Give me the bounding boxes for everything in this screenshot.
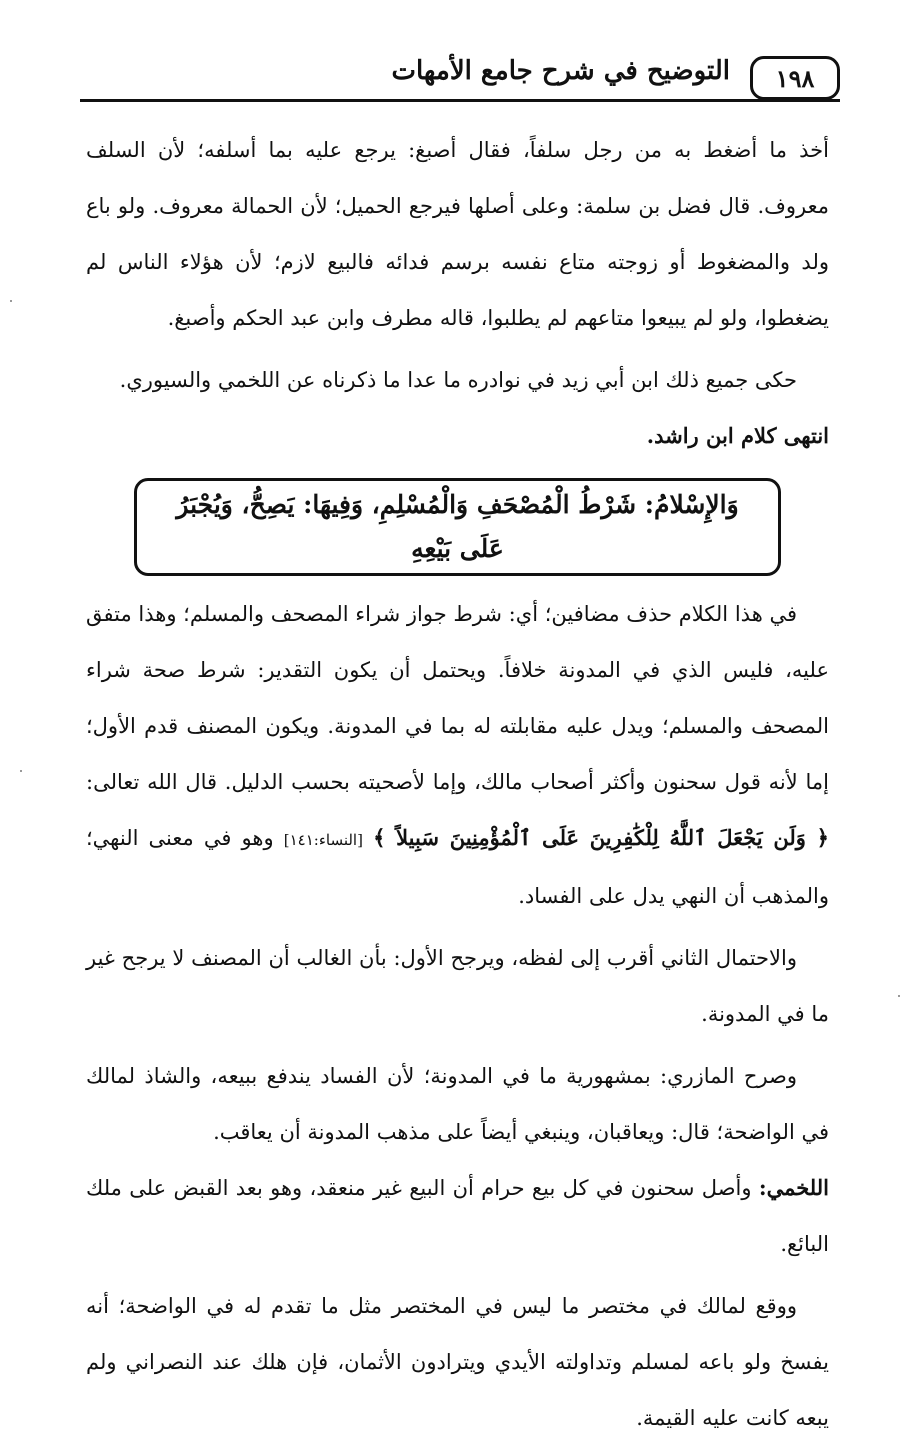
paragraph-1: أخذ ما أضغط به من رجل سلفاً، فقال أصبغ: يرجع عليه بما أسلفه؛ لأن السلف معروف. قال فضل بن سلمة: وعلى أصلها فيرجع الحميل؛ لأن الحمالة معروف. ولو باع ولد والمضغوط أو زوجته متاع نفسه برسم فدائه فالبيع لازم؛ لأن هؤلاء الناس لم يضغطوا، ولو لم يبيعوا متاعهم لم يطلبوا، قاله مطرف وابن عبد الحكم وأصبغ. bbox=[86, 138, 829, 330]
paragraph-4-intro: في هذا الكلام حذف مضافين؛ أي: شرط جواز شراء المصحف والمسلم؛ وهذا متفق عليه، فليس الذي في المدونة خلافاً. ويحتمل أن يكون التقدير: شرط صحة شراء المصحف والمسلم؛ ويدل عليه مقابلته له بما في المدونة. ويكون المصنف قدم الأول؛ إما لأنه قول سحنون وأكثر أصحاب مالك، وإما لأصحيته بحسب الدليل. قال الله تعالى: bbox=[86, 602, 829, 794]
paragraph-4 bbox=[86, 586, 829, 924]
paragraph-2: حكى جميع ذلك ابن أبي زيد في نوادره ما عدا ما ذكرناه عن اللخمي والسيوري. bbox=[119, 368, 797, 392]
margin-speck bbox=[20, 770, 22, 772]
margin-speck bbox=[10, 300, 12, 302]
page-header bbox=[80, 52, 840, 102]
paragraph-7-label: اللخمي: bbox=[758, 1175, 829, 1200]
matn-text: وَالإِسْلامُ: شَرْطُ الْمُصْحَفِ وَالْمُسْلِمِ، وَفِيهَا: يَصِحُّ، وَيُجْبَرُ عَلَى بَيْعِهِ bbox=[176, 490, 739, 563]
matn-box bbox=[134, 478, 781, 576]
quran-verse: ﴿ وَلَن يَجْعَلَ ٱللَّهُ لِلْكَٰفِرِينَ عَلَى ٱلْمُؤْمِنِينَ سَبِيلاً ﴾ bbox=[373, 825, 829, 850]
running-title: التوضيح في شرح جامع الأمهات bbox=[391, 56, 730, 86]
page-number: ١٩٨ bbox=[750, 56, 840, 100]
header-rule bbox=[80, 99, 840, 102]
paragraph-5: والاحتمال الثاني أقرب إلى لفظه، ويرجح الأول: بأن الغالب أن المصنف لا يرجح غير ما في المدونة. bbox=[86, 946, 829, 1026]
quran-reference: [النساء:١٤١] bbox=[283, 831, 363, 849]
margin-speck bbox=[898, 995, 900, 997]
paragraph-8: ووقع لمالك في مختصر ما ليس في المختصر مثل ما تقدم له في الواضحة؛ أنه يفسخ ولو باعه لمسلم وتداولته الأيدي ويترادون الأثمان، فإن هلك عند النصراني ولم يبعه كانت عليه القيمة. bbox=[86, 1294, 829, 1430]
paragraph-7-text: وأصل سحنون في كل بيع حرام أن البيع غير منعقد، وهو بعد القبض على ملك البائع. bbox=[86, 1176, 829, 1256]
paragraph-7 bbox=[86, 1160, 829, 1272]
paragraph-6: وصرح المازري: بمشهورية ما في المدونة؛ لأن الفساد يندفع ببيعه، والشاذ لمالك في الواضحة؛ قال: ويعاقبان، وينبغي أيضاً على مذهب المدونة أن يعاقب. bbox=[86, 1064, 829, 1144]
paragraph-3: انتهى كلام ابن راشد. bbox=[646, 423, 829, 448]
paragraph-4-end: وهو في معنى النهي؛ والمذهب أن النهي يدل على الفساد. bbox=[86, 826, 829, 908]
page-body bbox=[86, 122, 829, 1446]
